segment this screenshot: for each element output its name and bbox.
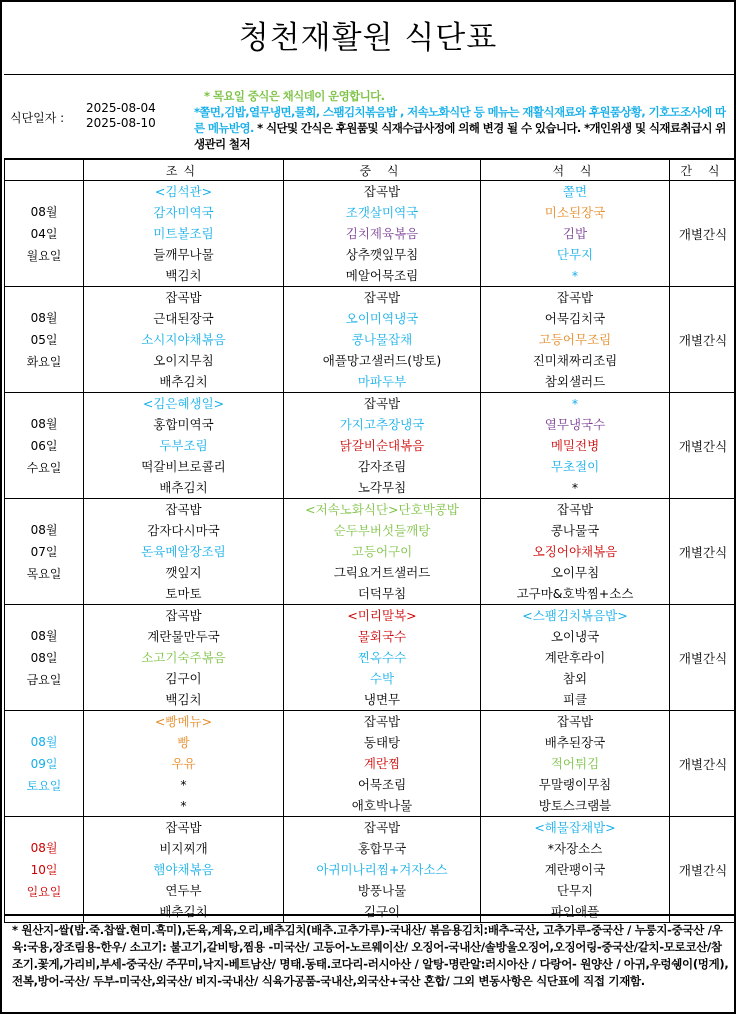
dinner-item: 미소된장국 xyxy=(544,205,606,220)
dinner-item: * xyxy=(571,268,579,283)
snack-cell: 개별간식 xyxy=(670,181,736,287)
dinner-cell xyxy=(481,711,670,817)
lunch-item: 동태탕 xyxy=(363,735,401,750)
breakfast-item: 햄야채볶음 xyxy=(153,862,214,877)
dinner-item: * xyxy=(571,396,579,411)
breakfast-item: <김석관> xyxy=(154,184,213,199)
breakfast-item: 비지찌개 xyxy=(159,841,208,856)
breakfast-item: 배추김치 xyxy=(159,480,208,495)
lunch-item: 닭갈비순대볶음 xyxy=(339,438,425,453)
breakfast-item: 소고기숙주볶음 xyxy=(141,650,226,665)
dinner-item: 김밥 xyxy=(562,226,588,241)
lunch-cell xyxy=(284,181,481,287)
breakfast-cell xyxy=(84,605,284,711)
lunch-item: 홍합무국 xyxy=(357,841,407,856)
date-to: 2025-08-10 xyxy=(86,116,156,130)
notice-line-3: * 식단및 간식은 후원품및 식재수급사정에 의해 변경 될 수 있습니다. *개인위생 및 식재료취급시 위생관리 철저 xyxy=(194,121,726,151)
lunch-item: 노각무침 xyxy=(357,480,407,495)
snack-cell: 개별간식 xyxy=(670,711,736,817)
breakfast-cell xyxy=(84,181,284,287)
lunch-item: 물회국수 xyxy=(357,629,407,644)
dinner-cell xyxy=(481,393,670,499)
notice-line-1: * 목요일 중식은 채식데이 운영합니다. xyxy=(204,89,385,103)
dinner-item: <스팸김치볶음밥> xyxy=(522,608,628,623)
breakfast-item: 배추김치 xyxy=(159,904,208,919)
dinner-item: 배추된장국 xyxy=(544,735,606,750)
breakfast-item: 들깨무나물 xyxy=(153,247,214,262)
day-date: 06일 xyxy=(30,438,58,453)
breakfast-item: 잡곡밥 xyxy=(165,608,202,623)
day-row xyxy=(5,711,736,817)
dinner-item: 오이무침 xyxy=(550,565,600,580)
dinner-item: 단무지 xyxy=(556,247,594,262)
snack-cell: 개별간식 xyxy=(670,393,736,499)
snack-cell: 개별간식 xyxy=(670,499,736,605)
day-weekday: 월요일 xyxy=(26,248,62,263)
date-from: 2025-08-04 xyxy=(86,101,156,115)
day-weekday: 일요일 xyxy=(26,884,62,899)
dinner-cell xyxy=(481,817,670,923)
breakfast-item: 잡곡밥 xyxy=(165,290,202,305)
lunch-cell xyxy=(284,287,481,393)
breakfast-item: * xyxy=(180,798,187,813)
breakfast-item: 근대된장국 xyxy=(153,311,214,326)
snack-cell: 개별간식 xyxy=(670,817,736,923)
breakfast-item: 백김치 xyxy=(165,268,202,283)
dinner-item: 파인애플 xyxy=(550,904,600,919)
day-month: 08월 xyxy=(30,204,58,219)
lunch-item: 김구이 xyxy=(363,904,401,919)
dinner-item: 열무냉국수 xyxy=(544,417,606,432)
breakfast-cell xyxy=(84,817,284,923)
dinner-item: 쫄면 xyxy=(562,184,588,199)
dinner-item: 오이냉국 xyxy=(550,629,600,644)
lunch-cell xyxy=(284,499,481,605)
day-row xyxy=(5,499,736,605)
lunch-item: 계란찜 xyxy=(363,756,401,771)
breakfast-item: 계란물만두국 xyxy=(147,629,220,644)
day-weekday: 토요일 xyxy=(26,778,62,793)
dinner-cell xyxy=(481,499,670,605)
day-weekday: 화요일 xyxy=(26,354,62,369)
lunch-item: 그릭요거트샐러드 xyxy=(333,565,431,580)
lunch-item: 조갯살미역국 xyxy=(345,205,419,220)
lunch-item: 찐옥수수 xyxy=(357,650,407,665)
breakfast-item: 깻잎지 xyxy=(165,565,202,580)
lunch-item: 방풍나물 xyxy=(357,883,407,898)
lunch-item: 마파두부 xyxy=(357,374,407,389)
dinner-item: 고구마&호박찜+소스 xyxy=(516,586,634,601)
dinner-item: 무초절이 xyxy=(550,459,600,474)
breakfast-item: 오이지무침 xyxy=(153,353,214,368)
day-row xyxy=(5,605,736,711)
day-weekday: 수요일 xyxy=(26,460,62,475)
lunch-item: <미리말복> xyxy=(347,608,417,623)
breakfast-item: 연두부 xyxy=(165,883,202,898)
day-date: 05일 xyxy=(30,332,58,347)
day-month: 08월 xyxy=(30,840,58,855)
day-row xyxy=(5,393,736,499)
breakfast-cell xyxy=(84,711,284,817)
lunch-item: 고등어구이 xyxy=(351,544,413,559)
lunch-item: 메알어묵조림 xyxy=(345,268,419,283)
dinner-item: 피클 xyxy=(562,692,588,707)
lunch-item: 상추깻잎무침 xyxy=(345,247,419,262)
dinner-item: 잡곡밥 xyxy=(556,714,594,729)
dinner-item: 잡곡밥 xyxy=(556,290,594,305)
day-cell xyxy=(5,287,84,393)
lunch-item: 순두부버섯들깨탕 xyxy=(333,523,431,538)
breakfast-item: <빵메뉴> xyxy=(154,714,213,729)
day-date: 07일 xyxy=(30,544,58,559)
day-cell xyxy=(5,499,84,605)
dinner-item: 계란팽이국 xyxy=(544,862,606,877)
lunch-item: 어묵조림 xyxy=(357,777,407,792)
dinner-item: *자장소스 xyxy=(547,841,603,856)
dinner-item: 메밀전병 xyxy=(550,438,600,453)
dinner-item: 고등어무조림 xyxy=(538,332,612,347)
breakfast-item: 빵 xyxy=(177,735,190,750)
lunch-item: 애호박나물 xyxy=(351,798,413,813)
date-label: 식단일자 : xyxy=(10,111,65,125)
day-row xyxy=(5,287,736,393)
day-date: 09일 xyxy=(30,756,58,771)
breakfast-item: * xyxy=(180,777,187,792)
lunch-item: 더덕무침 xyxy=(357,586,407,601)
lunch-item: 가지고추장냉국 xyxy=(339,417,425,432)
lunch-cell xyxy=(284,817,481,923)
breakfast-item: 떡갈비브로콜리 xyxy=(141,459,226,474)
snack-cell: 개별간식 xyxy=(670,287,736,393)
breakfast-item: 배추김치 xyxy=(159,374,208,389)
breakfast-item: 두부조림 xyxy=(159,438,208,453)
date-range xyxy=(86,101,156,131)
dinner-item: 단무지 xyxy=(556,883,594,898)
day-month: 08월 xyxy=(30,522,58,537)
info-box xyxy=(4,74,736,159)
breakfast-cell xyxy=(84,393,284,499)
lunch-item: 오이미역냉국 xyxy=(345,311,419,326)
breakfast-item: 감자다시마국 xyxy=(147,523,220,538)
notice-text xyxy=(194,88,734,152)
day-cell xyxy=(5,817,84,923)
breakfast-cell xyxy=(84,499,284,605)
page-title: 청천재활원 식단표 xyxy=(238,20,498,56)
lunch-cell xyxy=(284,605,481,711)
menu-table xyxy=(4,159,736,923)
day-date: 04일 xyxy=(30,226,58,241)
dinner-item: 참외샐러드 xyxy=(544,374,606,389)
dinner-item: 무말랭이무침 xyxy=(538,777,612,792)
day-cell xyxy=(5,181,84,287)
lunch-item: 콩나물잡채 xyxy=(351,332,413,347)
lunch-item: 아귀미나리찜+겨자소스 xyxy=(316,862,448,877)
day-month: 08월 xyxy=(30,734,58,749)
lunch-cell xyxy=(284,711,481,817)
lunch-item: <저속노화식단>단호박콩밥 xyxy=(305,502,459,517)
lunch-item: 김치제육볶음 xyxy=(345,226,419,241)
dinner-cell xyxy=(481,287,670,393)
dinner-item: 방토스크램블 xyxy=(538,798,612,813)
lunch-item: 애플망고샐러드(방토) xyxy=(322,353,442,368)
header-date xyxy=(5,160,84,181)
day-cell xyxy=(5,605,84,711)
dinner-item: 참외 xyxy=(562,671,588,686)
lunch-item: 잡곡밥 xyxy=(363,184,401,199)
dinner-item: 오징어야채볶음 xyxy=(532,544,618,559)
breakfast-item: 미트볼조림 xyxy=(153,226,214,241)
dinner-item: 잡곡밥 xyxy=(556,502,594,517)
dinner-item: 적어튀김 xyxy=(550,756,600,771)
breakfast-item: 홍합미역국 xyxy=(153,417,214,432)
day-cell xyxy=(5,393,84,499)
header-row xyxy=(5,160,736,181)
dinner-item: 진미채짜리조림 xyxy=(532,353,618,368)
day-month: 08월 xyxy=(30,628,58,643)
lunch-item: 잡곡밥 xyxy=(363,714,401,729)
lunch-item: 냉면무 xyxy=(363,692,401,707)
origin-footnote: * 원산지-쌀(밥.죽.찹쌀.현미.흑미),돈육,계육,오리,배추김치(배추.고추가루)-국내산/ 볶음용김치:배추-국산, 고추가루-중국산 / 누룽지-중국산 /우육:국용,장조림용-한우/ 소고기: 불고기,갈비탕,찜용 -미국산/ 고등어-노르웨이산/ 오징어-국내산/솔방울오징어,오징어링-중국산/갈치-모로코산/참조기.꽃게,가리비,부세-중국산/ 주꾸미,낙지-베트남산/ 명태.동태.코다리-러시아산 / 알탕-명란알:러시아산 / 다랑어- 원양산 / 아귀,우렁쉥이(멍게),전복,방어-국산/ 두부-미국산,외국산/ 비지-국내산/ 식육가공품-국내산,외국산+국산 혼합/ 그외 변동사항은 식단표에 직접 기재함. xyxy=(4,914,736,1014)
day-weekday: 금요일 xyxy=(26,672,62,687)
menu-body xyxy=(5,181,736,923)
header-breakfast: 조식 xyxy=(84,160,284,181)
breakfast-item: 잡곡밥 xyxy=(165,820,202,835)
lunch-item: 수박 xyxy=(369,671,395,686)
header-dinner: 석 식 xyxy=(481,160,670,181)
breakfast-item: <김은혜생일> xyxy=(142,396,225,411)
header-lunch: 중 식 xyxy=(284,160,481,181)
day-cell xyxy=(5,711,84,817)
breakfast-item: 토마토 xyxy=(165,586,202,601)
breakfast-item: 돈육메알장조림 xyxy=(141,544,226,559)
dinner-cell xyxy=(481,181,670,287)
breakfast-item: 우유 xyxy=(171,756,196,771)
breakfast-item: 감자미역국 xyxy=(153,205,214,220)
breakfast-cell xyxy=(84,287,284,393)
day-row xyxy=(5,817,736,923)
lunch-cell xyxy=(284,393,481,499)
day-weekday: 목요일 xyxy=(26,566,62,581)
breakfast-item: 김구이 xyxy=(165,671,202,686)
dinner-item: <해물잡채밥> xyxy=(534,820,616,835)
day-date: 08일 xyxy=(30,650,58,665)
lunch-item: 잡곡밥 xyxy=(363,290,401,305)
breakfast-item: 잡곡밥 xyxy=(165,502,202,517)
dinner-item: 콩나물국 xyxy=(550,523,600,538)
dinner-cell xyxy=(481,605,670,711)
lunch-item: 잡곡밥 xyxy=(363,396,401,411)
breakfast-item: 백김치 xyxy=(165,692,202,707)
lunch-item: 감자조림 xyxy=(357,459,407,474)
dinner-item: 계란후라이 xyxy=(544,650,606,665)
header-snack: 간 식 xyxy=(670,160,736,181)
day-date: 10일 xyxy=(30,862,58,877)
day-row xyxy=(5,181,736,287)
breakfast-item: 소시지야채볶음 xyxy=(141,332,226,347)
snack-cell: 개별간식 xyxy=(670,605,736,711)
dinner-item: 어묵김치국 xyxy=(544,311,606,326)
day-month: 08월 xyxy=(30,416,58,431)
dinner-item: * xyxy=(571,480,579,495)
day-month: 08월 xyxy=(30,310,58,325)
lunch-item: 잡곡밥 xyxy=(363,820,401,835)
notice-line-2: *쫄면,김밥,열무냉면,물회, 스팸김치볶음밥 , 저속노화식단 등 메뉴는 재활식재료와 후원품상황, 기호도조사에 따른 메뉴반영. xyxy=(194,105,726,135)
